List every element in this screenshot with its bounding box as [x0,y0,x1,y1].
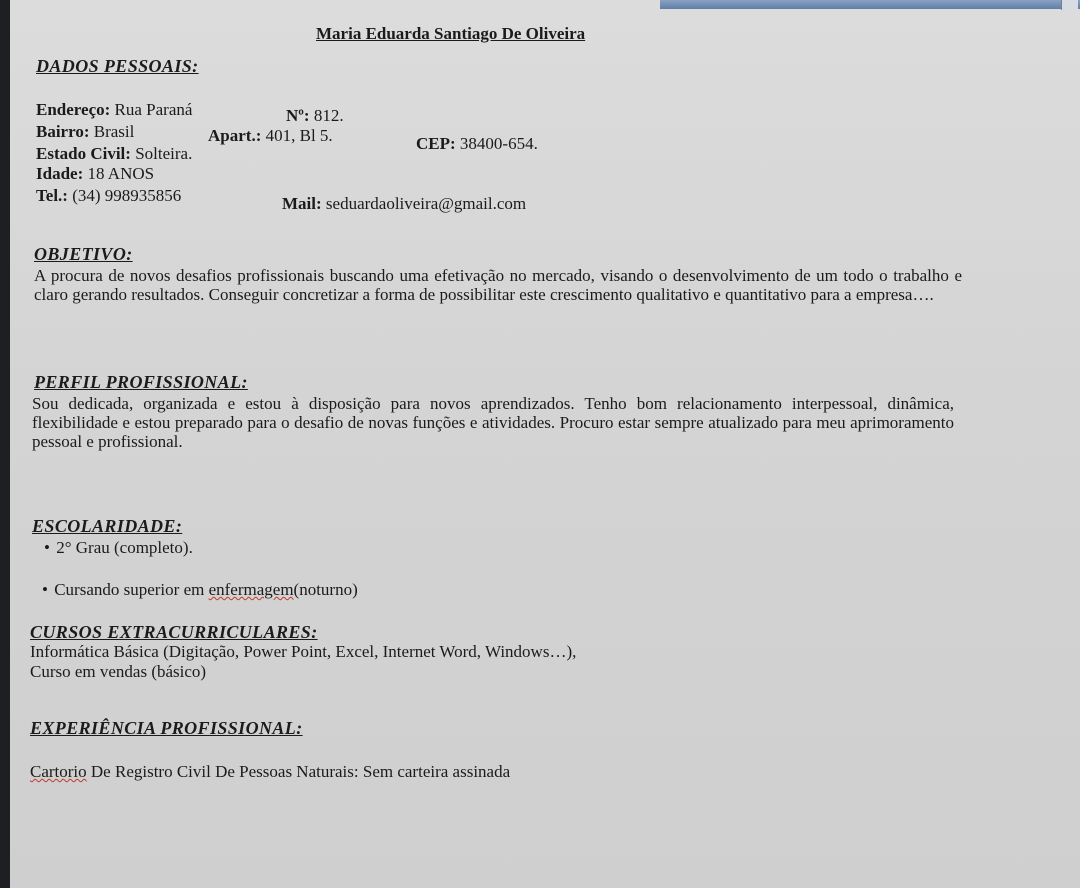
age-value: 18 ANOS [87,164,155,183]
resume-document [10,0,1080,888]
number-value: 812. [313,106,344,125]
address-value: Rua Paraná [114,100,193,119]
profile-heading: PERFIL PROFISSIONAL: [34,372,248,392]
education-item-2-course: enfermagem [208,580,294,599]
phone-line [36,186,181,206]
experience-entry-rest: De Registro Civil De Pessoas Naturais: Sem carteira assinada [86,762,511,781]
personal-data-heading: DADOS PESSOAIS: [36,56,199,76]
apartment-line [208,126,333,146]
objective-text: A procura de novos desafios profissionais buscando uma efetivação no mercado, visando o desenvolvimento de um todo o trabalho e claro gerando resultados. Conseguir concretizar a forma de possibilitar este crescimento qualitativo e quantitativo para a empresa…. [34,266,962,304]
mail-value: seduardaoliveira@gmail.com [325,194,527,213]
screen [10,0,1080,888]
cep-line [416,134,538,154]
education-item-1-text: 2° Grau (completo). [56,538,193,557]
courses-heading: CURSOS EXTRACURRICULARES: [30,622,318,642]
marital-label: Estado Civil: [36,144,131,163]
age-label: Idade: [36,164,84,183]
age-line [36,164,154,184]
number-label: Nº: [286,106,310,125]
education-heading: ESCOLARIDADE: [32,516,183,536]
apartment-value: 401, Bl 5. [265,126,333,145]
profile-text: Sou dedicada, organizada e estou à disposição para novos aprendizados. Tenho bom relacionamento interpessoal, dinâmica, flexibilidade e estou preparado para o desafio de novas funções e atividades. Procuro estar sempre atualizado para meu aprimoramento pessoal e profissional. [32,394,954,451]
education-item-2-suffix: (noturno) [293,580,358,599]
education-item-2-prefix: Cursando superior em [54,580,209,599]
marital-status-line [36,144,192,164]
education-item-1 [44,538,193,558]
resume-name: Maria Eduarda Santiago De Oliveira [316,24,586,43]
experience-heading: EXPERIÊNCIA PROFISSIONAL: [30,718,303,738]
experience-entry-first-word: Cartorio [30,762,87,781]
courses-line-1: Informática Básica (Digitação, Power Point, Excel, Internet Word, Windows…), [30,642,577,661]
mail-label: Mail: [282,194,322,213]
phone-label: Tel.: [36,186,68,205]
cep-value: 38400-654. [459,134,538,153]
neighborhood-line [36,122,134,142]
neighborhood-label: Bairro: [36,122,90,141]
objective-heading: OBJETIVO: [34,244,133,264]
mail-line [282,194,526,214]
marital-value: Solteira. [135,144,193,163]
phone-value: (34) 998935856 [72,186,182,205]
apartment-label: Apart.: [208,126,262,145]
number-line [286,106,344,126]
address-label: Endereço: [36,100,111,119]
experience-entry [30,762,510,782]
education-item-2 [42,580,358,600]
neighborhood-value: Brasil [93,122,135,141]
courses-line-2: Curso em vendas (básico) [30,662,207,681]
address-line [36,100,192,120]
cep-label: CEP: [416,134,456,153]
